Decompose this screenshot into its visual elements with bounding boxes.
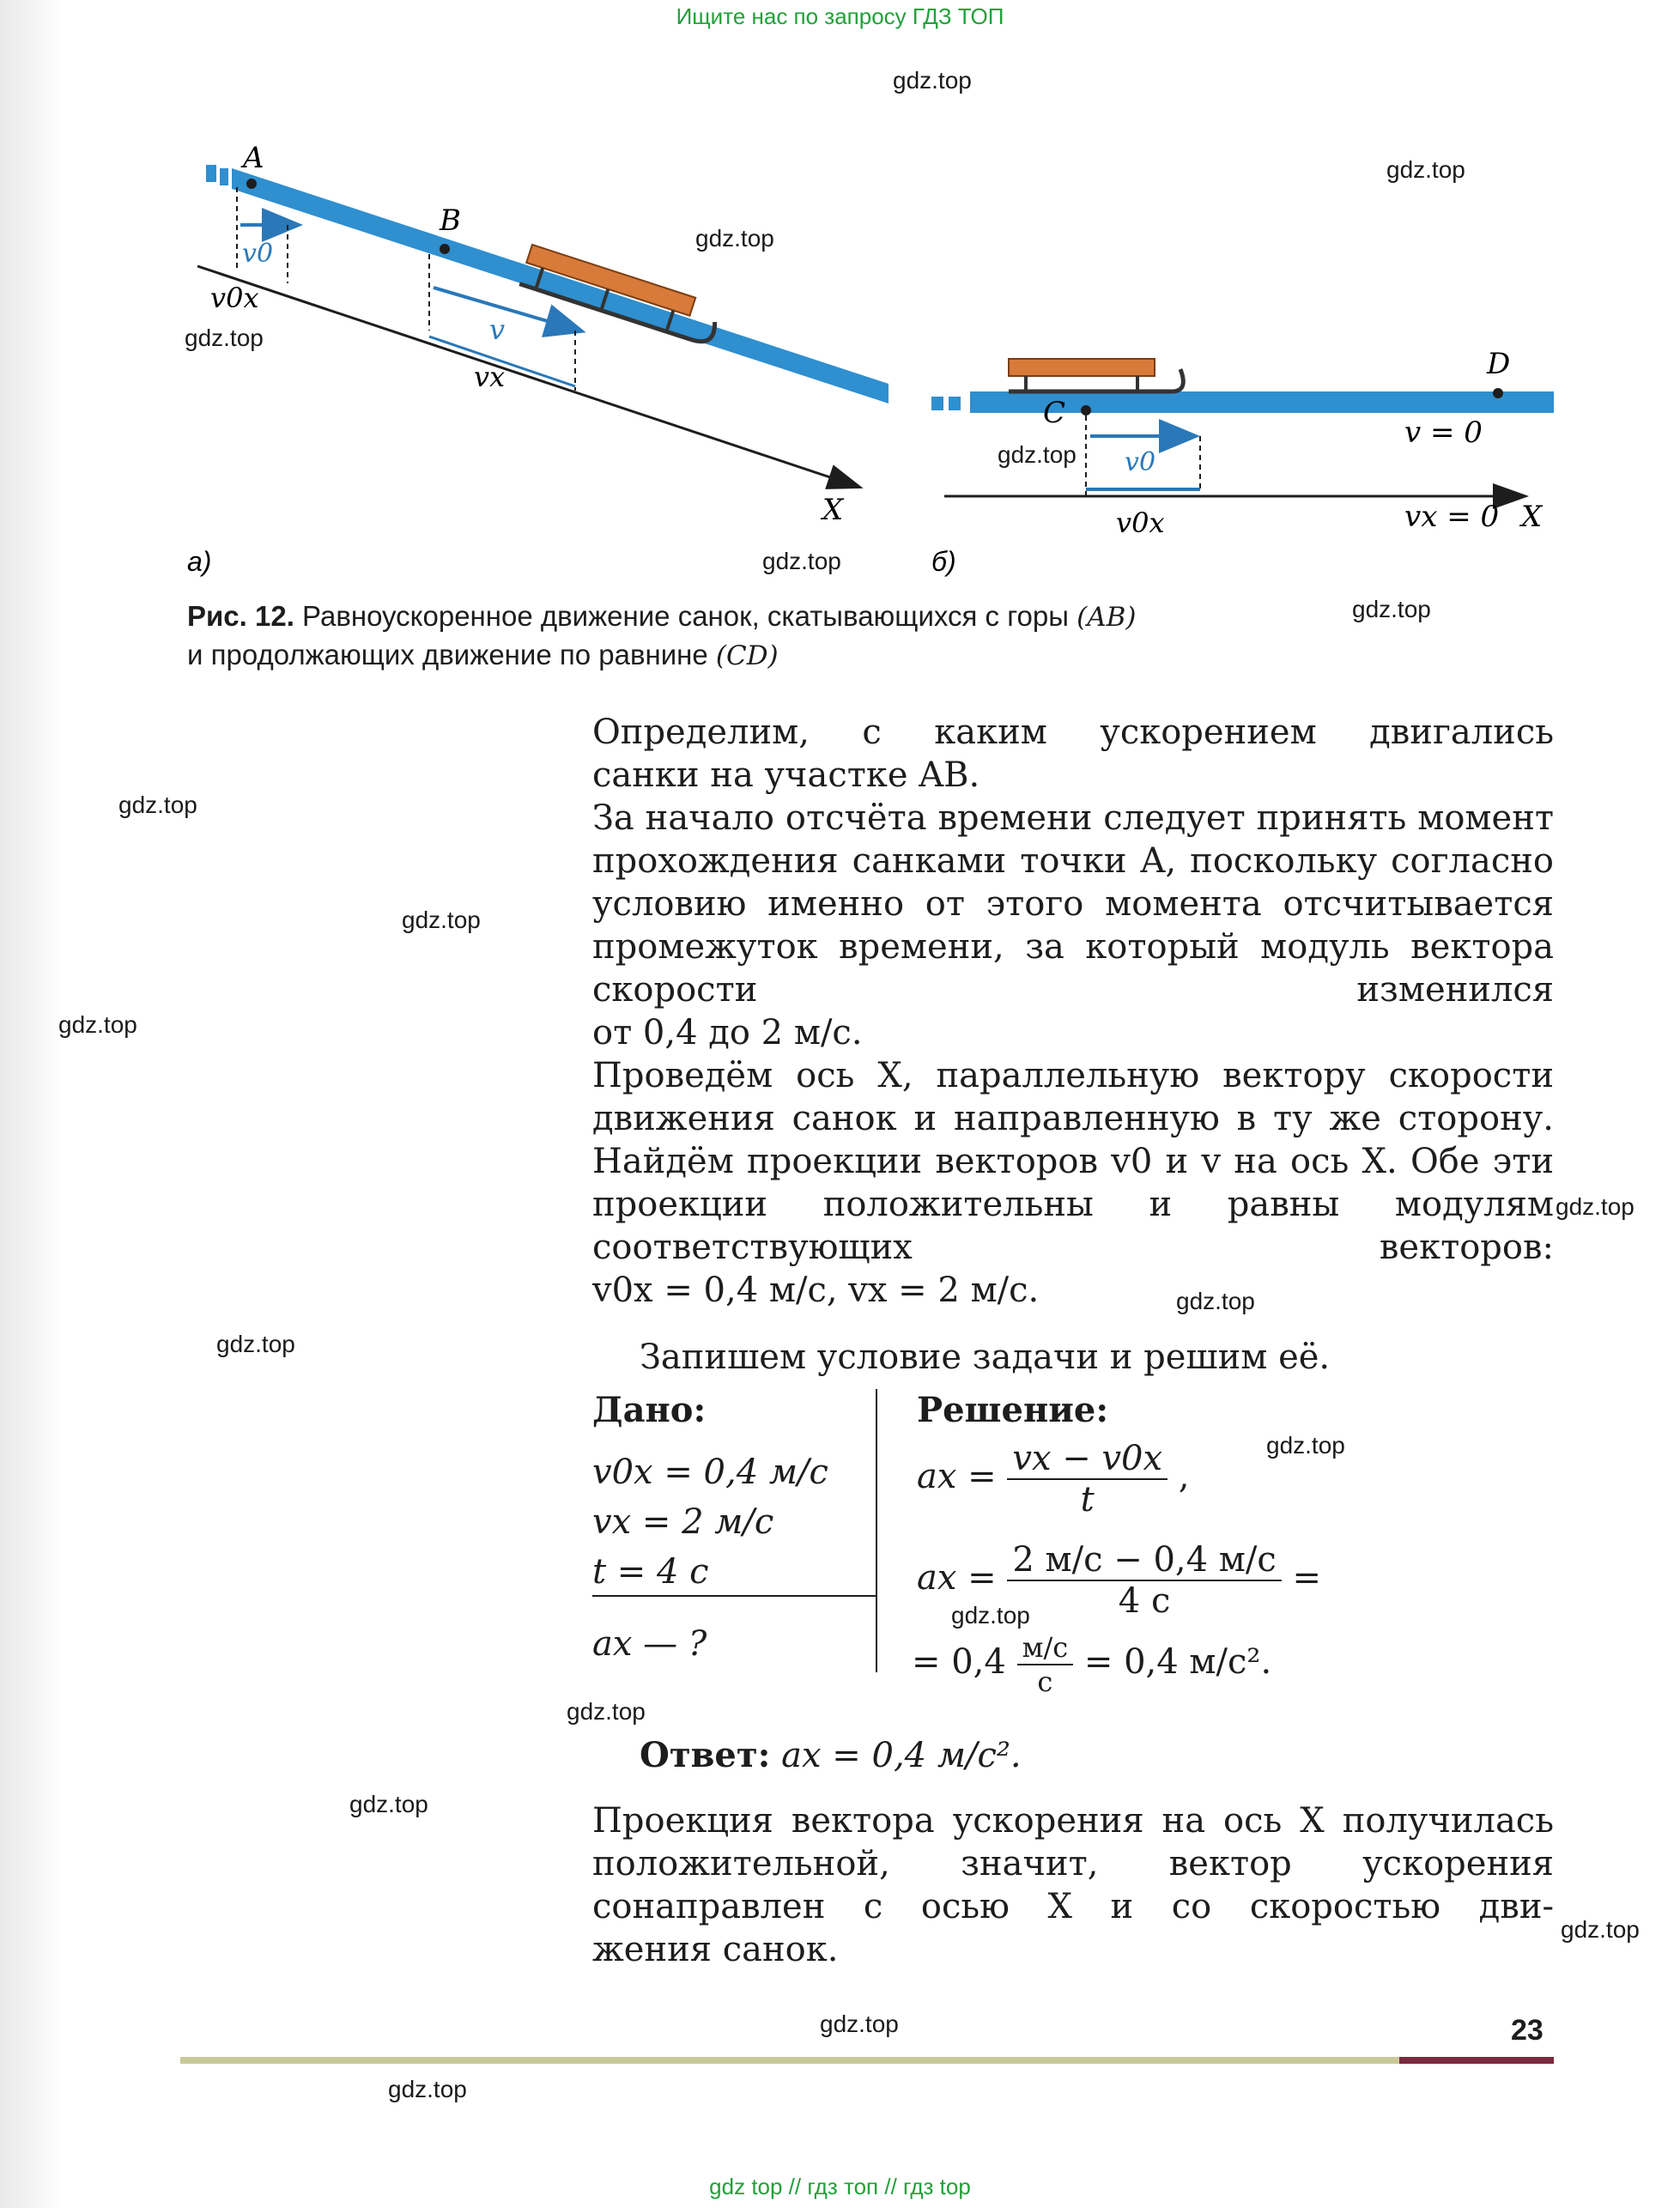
given-item-3: t = 4 с: [592, 1552, 709, 1592]
given-item-2: vx = 2 м/с: [592, 1502, 774, 1542]
paragraph-4: Запишем условие задачи и решим её.: [640, 1338, 1331, 1377]
formula-3-denominator: с: [1037, 1665, 1053, 1698]
watermark: gdz.top: [1561, 1916, 1640, 1943]
figure-caption: [187, 597, 1389, 675]
formula-2-tail: =: [1292, 1558, 1322, 1598]
footer-rule-accent: [1399, 2057, 1554, 2064]
figure-12: [0, 0, 1680, 592]
formula-3: [912, 1631, 1271, 1698]
axis-x-a: [197, 266, 858, 487]
label-v-b: v: [489, 313, 506, 346]
label-v0x-b: v0x: [1116, 507, 1165, 539]
watermark: gdz.top: [402, 907, 481, 933]
page-number: 23: [1511, 2014, 1544, 2047]
panel-a-label: а): [187, 546, 212, 577]
formula-1-numerator: vx − v0x: [1007, 1439, 1168, 1480]
label-c: C: [1043, 396, 1066, 430]
plain-dash-1: [931, 397, 943, 410]
paragraph-5: [592, 1799, 1554, 1971]
caption-line2: и продолжающих движение по равнине: [187, 639, 708, 670]
watermark: gdz.top: [216, 1331, 295, 1357]
given-title: Дано:: [592, 1390, 707, 1430]
point-b-dot: [440, 244, 450, 254]
label-v0-c: v0: [1125, 447, 1156, 477]
paragraph-1-line: Определим, с каким ускорением двигались: [592, 713, 1554, 752]
formula-1-lhs: ax =: [917, 1457, 997, 1496]
label-b: B: [440, 203, 461, 238]
caption-seg1: (AB): [1077, 602, 1137, 633]
top-banner[interactable]: Ищите нас по запросу ГДЗ ТОП: [676, 3, 1004, 29]
paragraph-3-last: v0x = 0,4 м/с, vx = 2 м/с.: [592, 1271, 1040, 1310]
paragraph-2-body: За начало отсчёта времени следует принять момент прохождения санками точки A, поскольку согласно условию именно от этого момента отсчитывается промежуток времени, за который модуль вектора скорости изменился: [592, 798, 1554, 1010]
label-d: D: [1487, 347, 1511, 381]
watermark: gdz.top: [349, 1791, 428, 1817]
point-c-dot: [1081, 405, 1091, 416]
label-a: A: [243, 141, 264, 175]
point-d-dot: [1493, 388, 1503, 398]
given-divider: [592, 1595, 876, 1597]
caption-label: Рис. 12.: [187, 600, 294, 632]
given-item-1: v0x = 0,4 м/с: [592, 1453, 828, 1492]
sled-on-plain: [1009, 359, 1183, 391]
answer-value: ax = 0,4 м/с².: [781, 1736, 1022, 1775]
paragraph-5-body: Проекция вектора ускорения на ось X получилась положительной, значит, вектор ускорения сонаправлен с осью X и со скоростью дви-: [592, 1801, 1554, 1926]
label-v0x-a: v0x: [210, 282, 259, 314]
bottom-footer[interactable]: gdz top // гдз топ // гдз top: [709, 2174, 971, 2199]
slope-dash-1: [206, 165, 216, 182]
watermark: gdz.top: [1556, 1193, 1635, 1220]
formula-1-tail: ,: [1178, 1457, 1190, 1496]
paragraph-2-last: от 0,4 до 2 м/с.: [592, 1013, 863, 1052]
watermark: gdz.top: [1386, 156, 1465, 183]
label-vx-zero: vx = 0: [1404, 500, 1500, 534]
formula-3-lhs: = 0,4: [912, 1642, 1006, 1682]
label-v-zero: v = 0: [1404, 416, 1483, 450]
answer-label: Ответ:: [640, 1735, 771, 1775]
formula-2-numerator: 2 м/с − 0,4 м/с: [1007, 1540, 1281, 1581]
watermark: gdz.top: [1266, 1432, 1345, 1459]
formula-3-fraction: [1017, 1631, 1074, 1698]
formula-3-numerator: м/с: [1017, 1631, 1074, 1665]
label-axis-x-a: X: [822, 493, 844, 527]
formula-1-fraction: [1007, 1439, 1168, 1520]
watermark: gdz.top: [388, 2076, 467, 2102]
watermark: gdz.top: [820, 2011, 899, 2037]
panel-a: [187, 141, 889, 577]
paragraph-1: [592, 711, 1554, 797]
formula-3-tail: = 0,4 м/с².: [1083, 1642, 1272, 1682]
watermark: gdz.top: [185, 325, 264, 351]
formula-2-lhs: ax =: [917, 1558, 997, 1598]
formula-1: [917, 1439, 1190, 1520]
watermark: gdz.top: [1176, 1288, 1255, 1314]
given-unknown: ax — ?: [592, 1624, 707, 1664]
footer-rule-green: [180, 2057, 1399, 2064]
label-axis-x-b: X: [1521, 500, 1543, 534]
caption-seg2: (CD): [715, 640, 779, 671]
answer: [640, 1734, 1022, 1777]
watermark: gdz.top: [58, 1011, 137, 1038]
formula-2-fraction: [1007, 1540, 1281, 1621]
slope-dash-2: [220, 168, 228, 185]
watermark: gdz.top: [762, 548, 841, 574]
paragraph-1-last: санки на участке AB.: [592, 755, 980, 795]
paragraph-3-body: Проведём ось X, параллельную вектору скорости движения санок и направленную в ту же сторону. Найдём проекции векторов v0 и v на ось X. Обе эти проекции положительны и равны модулям соответствующих векторов:: [592, 1056, 1554, 1267]
watermark: gdz.top: [998, 441, 1077, 468]
watermark: gdz.top: [951, 1602, 1030, 1629]
slope-ramp: [232, 168, 889, 403]
paragraph-2: [592, 797, 1554, 1054]
watermark: gdz.top: [567, 1698, 646, 1725]
formula-2-denominator: 4 с: [1118, 1581, 1171, 1621]
label-vx-a: vx: [474, 361, 506, 393]
watermark: gdz.top: [118, 792, 197, 818]
formula-1-denominator: t: [1080, 1480, 1095, 1520]
watermark: gdz.top: [1352, 596, 1431, 622]
paragraph-5-last: жения санок.: [592, 1930, 839, 1969]
watermark: gdz.top: [695, 225, 774, 252]
caption-line1: Равноускоренное движение санок, скатывающихся с горы: [302, 600, 1069, 632]
given-vertical-rule: [876, 1389, 877, 1672]
label-v0-a: v0: [242, 239, 274, 269]
point-a-dot: [246, 179, 257, 189]
watermark: gdz.top: [893, 67, 972, 94]
plain-dash-2: [949, 397, 961, 410]
paragraph-3: [592, 1054, 1554, 1312]
panel-b-label: б): [931, 546, 956, 577]
solution-title: Решение:: [917, 1390, 1109, 1430]
